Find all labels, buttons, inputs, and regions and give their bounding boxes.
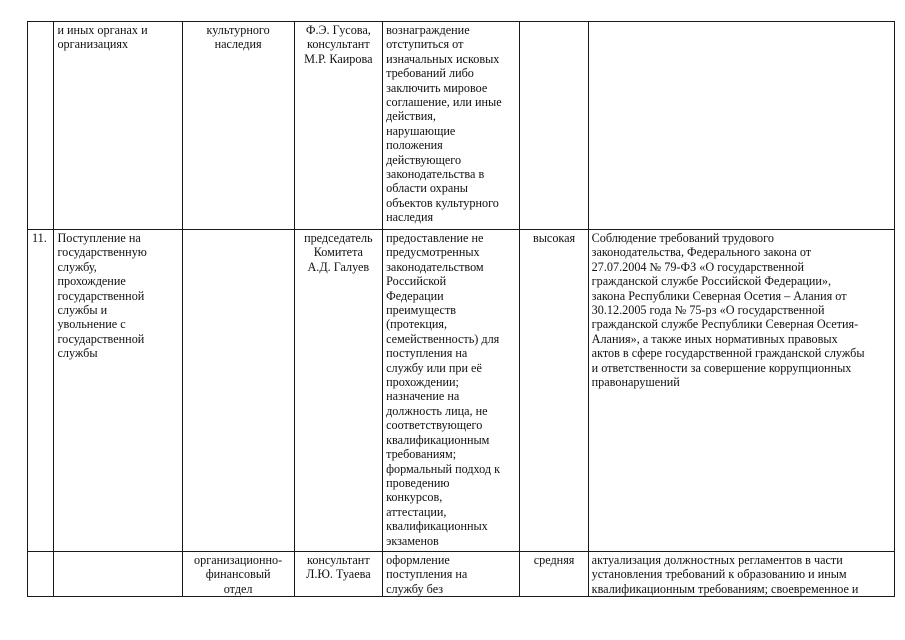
risk-description-cell: оформление поступления на службу без [383,552,520,597]
activity-area-cell: Поступление на государственную службу, прохождение государственной службы и увольнение с государственной службы [54,230,182,552]
position-cell: Ф.Э. Гусова, консультант М.Р. Каирова [294,22,383,230]
table-row [28,230,895,552]
risk-level-cell [520,22,588,230]
position-cell: председатель Комитета А.Д. Галуев [294,230,383,552]
row-number-cell [28,552,54,597]
department-cell: организационно- финансовый отдел [182,552,294,597]
risk-description-cell: предоставление не предусмотренных законодательством Российской Федерации преимуществ (протекция, семейственность) для поступления на службу или при её прохождении; назначение на должность лица, не соответствующего квалификационным требованиям; формальный подход к проведению конкурсов, аттестации, квалификационных экзаменов [383,230,520,552]
department-cell [182,230,294,552]
measures-cell [588,22,894,230]
table-row [28,552,895,597]
activity-area-cell: и иных органах и организациях [54,22,182,230]
department-cell: культурного наследия [182,22,294,230]
measures-cell: Соблюдение требований трудового законодательства, Федерального закона от 27.07.2004 № 79-ФЗ «О государственной гражданской службе Российской Федерации», закона Республики Северная Осетия – Алания от 30.12.2005 года № 75-рз «О государственной гражданской службе Республики Северная Осетия- Алания», а также иных нормативных правовых актов в сфере государственной гражданской службы и ответственности за совершение коррупционных правонарушений [588,230,894,552]
risk-table [27,21,895,597]
risk-description-cell: вознаграждение отступиться от изначальных исковых требований либо заключить мировое соглашение, или иные действия, нарушающие положения действующего законодательства в области охраны объектов культурного наследия [383,22,520,230]
measures-cell: актуализация должностных регламентов в части установления требований к образованию и иным квалификационным требованиям; своевременное и [588,552,894,597]
table-row [28,22,895,230]
risk-level-cell: средняя [520,552,588,597]
row-number-cell: 11. [28,230,54,552]
activity-area-cell [54,552,182,597]
risk-level-cell: высокая [520,230,588,552]
row-number-cell [28,22,54,230]
position-cell: консультант Л.Ю. Туаева [294,552,383,597]
